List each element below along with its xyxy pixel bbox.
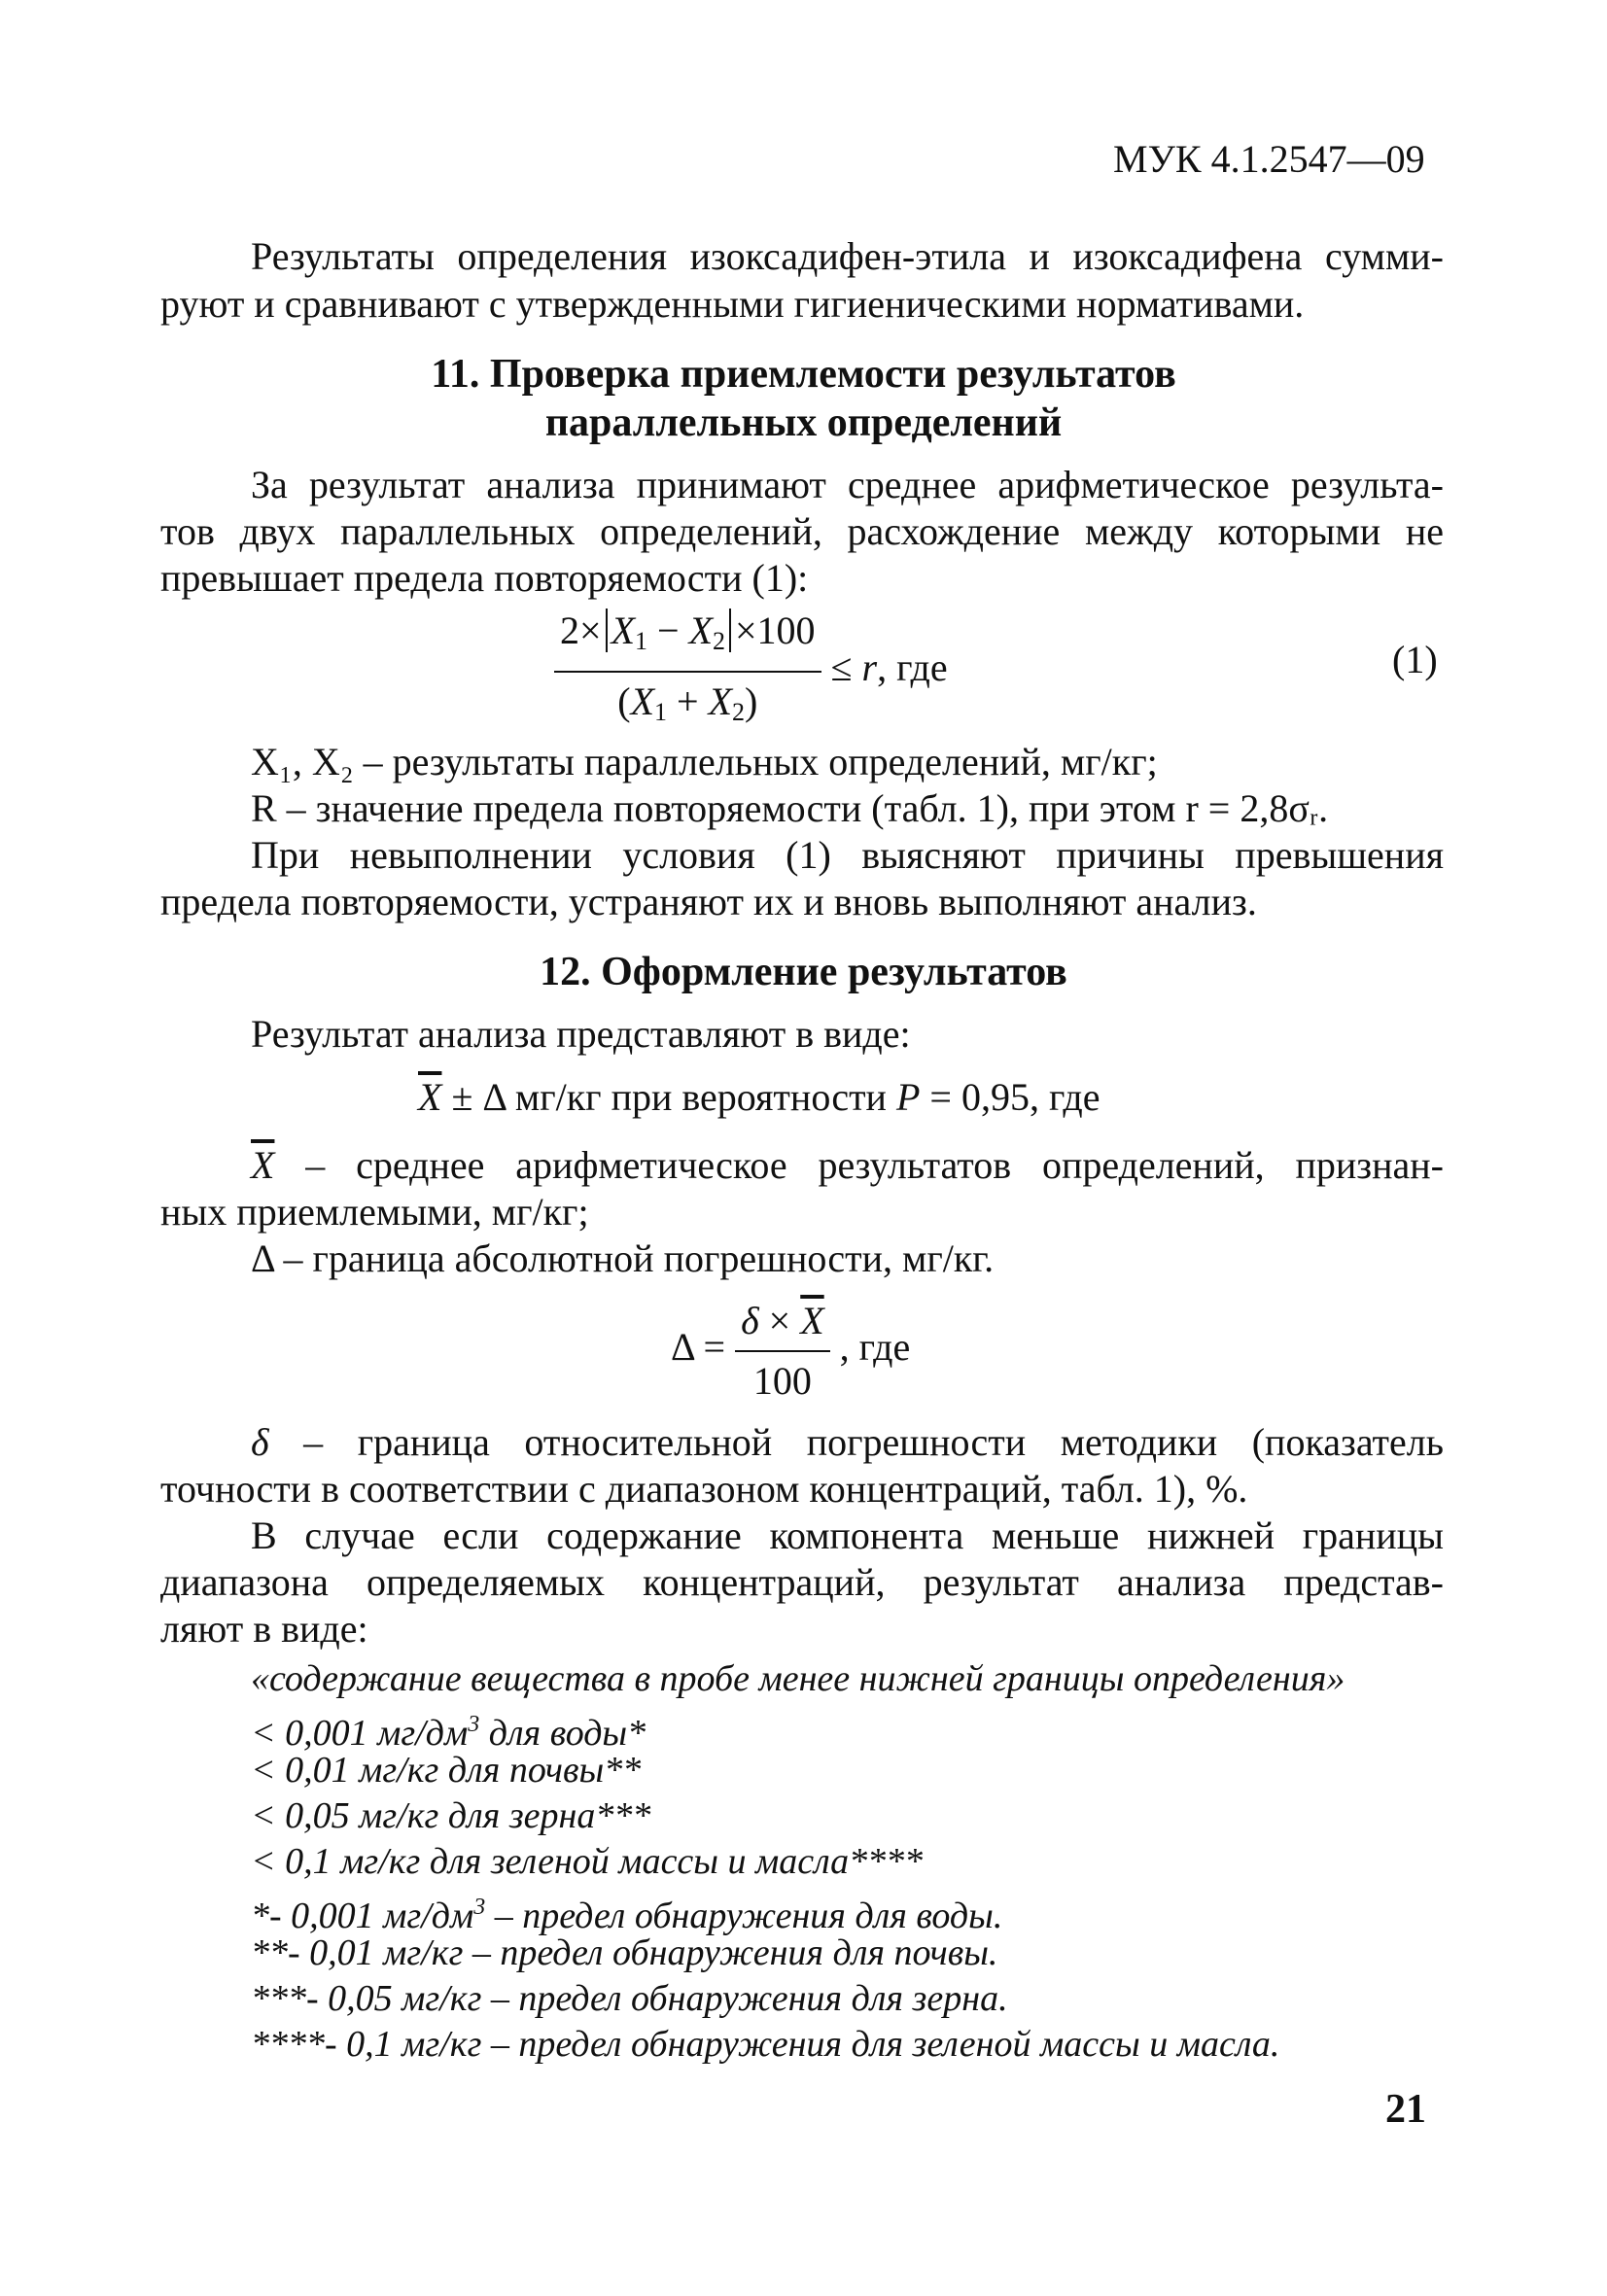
intro-line-1: Результаты определения изоксадифен-этила и изоксадифена сумми- xyxy=(251,234,1444,278)
section-11-title-line-1: 11. Проверка приемлемости результатов xyxy=(431,352,1176,397)
s12-p2-line-1: В случае если содержание компонента меньше нижней границы xyxy=(251,1513,1444,1557)
document-code: МУК 4.1.2547—09 xyxy=(1113,137,1425,181)
delta-numerator: $\delta \times \overline{X}$ xyxy=(735,1298,830,1352)
formula-numerator: $2\times X_1 - X_2 \times 100$ xyxy=(554,608,821,673)
italic-statement: «содержание вещества в пробе менее нижней границы определения» xyxy=(251,1658,1345,1699)
repeatability-formula: $\frac{2\times X_1 - X_2 \times 100}{(X_1 + X_2)}$ ≤ r, где xyxy=(554,608,948,736)
page-number: 21 xyxy=(1385,2087,1426,2132)
s12-p2-line-3: ляют в виде: xyxy=(160,1607,368,1651)
def-delta: Δ – граница абсолютной погрешности, мг/кг. xyxy=(251,1236,995,1280)
note-grain: ***- 0,05 мг/кг – предел обнаружения для зерна. xyxy=(251,1978,1008,2019)
note-green-mass: ****- 0,1 мг/кг – предел обнаружения для зеленой массы и масла. xyxy=(251,2024,1280,2065)
s11-p2-line-1: При невыполнении условия (1) выясняют причины превышения xyxy=(251,833,1444,877)
delta-formula: Δ = $\frac{\delta \times \overline{X}}{100}$ , где xyxy=(671,1299,911,1403)
result-expression: $\overline{X} \pm \Delta$ мг/кг при вероятности P = 0,95, где xyxy=(418,1075,1100,1119)
s11-p1-line-3: превышает предела повторяемости (1): xyxy=(160,556,809,600)
formula-number: (1) xyxy=(1392,638,1438,681)
note-water: *- 0,001 $мг/дм^3$ – предел обнаружения для воды. xyxy=(251,1895,1003,1936)
formula-denominator: $(X_1 + X_2)$ xyxy=(617,679,758,726)
limit-green-mass: < 0,1 мг/кг для зеленой массы и масла**** xyxy=(251,1841,924,1882)
s12-p1: Результат анализа представляют в виде: xyxy=(251,1012,911,1056)
s11-p1-line-1: За результат анализа принимают среднее арифметическое результа- xyxy=(251,463,1444,506)
def-r: R – значение предела повторяемости (табл. 1), при этом r = 2,8σᵣ. xyxy=(251,786,1329,830)
intro-line-2: руют и сравнивают с утвержденными гигиеническими нормативами. xyxy=(160,282,1305,326)
delta-fraction xyxy=(735,1298,830,1405)
s11-p2-line-2: предела повторяемости, устраняют их и вновь выполняют анализ. xyxy=(160,880,1257,923)
s11-p1-line-2: тов двух параллельных определений, расхождение между которыми не xyxy=(160,509,1444,553)
limit-water: < 0,001 $мг/дм^3$ для воды* xyxy=(251,1712,646,1754)
def-x1-x2: X₁, X₂ – результаты параллельных определений, мг/кг; xyxy=(251,740,1158,783)
limit-grain: < 0,05 мг/кг для зерна*** xyxy=(251,1795,651,1836)
def-x-mean-line-1: $\overline{X}$ – среднее арифметическое результатов определений, признан- xyxy=(251,1143,1444,1187)
section-11-title-line-2: параллельных определений xyxy=(544,400,1063,445)
section-12-title: 12. Оформление результатов xyxy=(540,950,1067,994)
def-x-mean-line-2: ных приемлемыми, мг/кг; xyxy=(160,1190,589,1234)
formula-fraction xyxy=(554,608,821,736)
def-small-delta-line-2: точности в соответствии с диапазоном концентраций, табл. 1), %. xyxy=(160,1467,1248,1511)
def-small-delta-line-1: δ – граница относительной погрешности методики (показатель xyxy=(251,1420,1444,1464)
note-soil: **- 0,01 мг/кг – предел обнаружения для почвы. xyxy=(251,1932,998,1973)
delta-denominator: 100 xyxy=(752,1359,812,1403)
limit-soil: < 0,01 мг/кг для почвы** xyxy=(251,1750,642,1791)
s12-p2-line-2: диапазона определяемых концентраций, результат анализа представ- xyxy=(160,1560,1444,1604)
